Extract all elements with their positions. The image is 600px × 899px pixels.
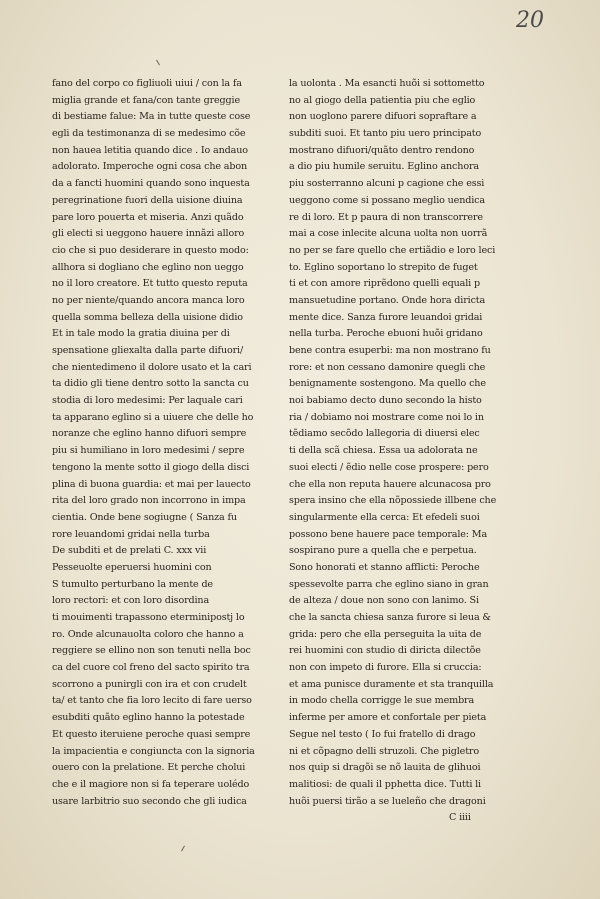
text-line: rei huomini con studio di diricta dilectõe — [289, 645, 481, 657]
text-line: che la sancta chiesa sanza furore si leua & — [289, 612, 491, 623]
text-line: rore: et non cessano damonire quegli che — [289, 361, 486, 373]
text-line: nella turba. Peroche ebuoni huõi gridano — [289, 328, 483, 340]
text-line: no per se fare quello che ertiãdio e loro leci — [289, 244, 496, 256]
text-line: mente dice. Sanza furore leuandoi gridai — [289, 311, 483, 323]
text-line: che e il magiore non si fa teperare uolédo — [52, 778, 250, 790]
text-line: noranze che eglino hanno difuori sempre — [52, 428, 247, 440]
text-line: pare loro pouerta et miseria. Anzi quãdo — [52, 211, 244, 223]
text-line: piu sosterranno alcuni p cagione che essi — [289, 178, 485, 190]
text-line: ti della scã chiesa. Essa ua adolorata ne — [289, 445, 478, 457]
text-line: de alteza / doue non sono con lanimo. Si — [289, 595, 479, 607]
margin-mark — [156, 60, 160, 66]
text-line: possono bene hauere pace temporale: Ma — [289, 528, 488, 540]
text-line: ca del cuore col freno del sacto spirito tra — [52, 662, 250, 674]
text-line: Sono honorati et stanno afflicti: Peroche — [289, 561, 480, 573]
text-line: usare larbitrio suo secondo che gli iudica — [52, 795, 247, 807]
text-line: di bestiame falue: Ma in tutte queste cose — [52, 111, 251, 123]
text-line: grida: pero che ella perseguita la uita de — [289, 628, 482, 640]
text-line: plina di buona guardia: et mai per lauecto — [52, 478, 251, 490]
right-text-column — [289, 76, 539, 827]
text-line: Et in tale modo la gratia diuina per di — [52, 328, 230, 340]
text-line: nos quip si dragõi se nõ lauita de glihuoi — [289, 762, 481, 774]
text-line: no per niente/quando ancora manca loro — [52, 294, 245, 306]
text-line: singularmente ella cerca: Et efedeli suoi — [289, 511, 480, 523]
text-line: Segue nel testo ( Io fui fratello di drago — [289, 728, 476, 740]
text-line: scorrono a punirgli con ira et con crudelt — [52, 678, 247, 690]
text-line: spessevolte parra che eglino siano in gran — [289, 578, 489, 590]
text-line: ouero con la prelatione. Et perche cholui — [52, 762, 246, 774]
text-line: tẽdiamo secõdo lallegoria di diuersi elec — [289, 428, 480, 440]
margin-mark — [181, 846, 185, 852]
text-line: non uoglono parere difuori sopraftare a — [289, 111, 477, 123]
text-line: peregrinatione fuori della uisione diuina — [52, 194, 243, 206]
text-line: inferme per amore et confortale per pieta — [289, 712, 487, 724]
text-line: rita del loro grado non incorrono in impa — [52, 495, 246, 507]
text-line: re di loro. Et p paura di non transcorrere — [289, 211, 483, 223]
text-line: ta apparano eglino si a uiuere che delle ho — [52, 411, 254, 423]
text-line: cientia. Onde bene sogiugne ( Sanza fu — [52, 511, 237, 523]
text-line: la impacientia e congiuncta con la signoria — [52, 745, 255, 757]
text-line: Pesseuolte eperuersi huomini con — [52, 561, 212, 573]
text-line: piu si humiliano in loro medesimi / sepre — [52, 445, 245, 457]
text-line: loro rectori: et con loro disordina — [52, 595, 210, 607]
text-line: bene contra esuperbi: ma non mostrano fu — [289, 345, 491, 356]
text-line: adolorato. Imperoche ogni cosa che abon — [52, 161, 247, 173]
text-line: Et questo iteruiene peroche quasi sempre — [52, 728, 251, 740]
text-line: cio che si puo desiderare in questo modo: — [52, 244, 249, 256]
left-text-column — [52, 76, 302, 810]
text-line: ni et cõpagno delli struzoli. Che pigletro — [289, 745, 479, 757]
text-line: in modo chella corrigge le sue membra — [289, 695, 475, 707]
text-line: la uolonta . Ma esancti huõi si sottometto — [289, 78, 485, 89]
text-line: subditi suoi. Et tanto piu uero principato — [289, 128, 482, 140]
text-line: ro. Onde alcunauolta coloro che hanno a — [52, 628, 244, 640]
text-line: esubditi quãto eglino hanno la potestade — [52, 712, 245, 724]
text-line: noi babiamo decto duno secondo la histo — [289, 395, 482, 407]
text-line: ti et con amore riprẽdono quelli equali p — [289, 278, 480, 290]
text-line: fano del corpo co figliuoli uiui / con la fa — [52, 78, 242, 89]
text-line: mai a cose inlecite alcuna uolta non uorrã — [289, 228, 488, 240]
text-line: che nientedimeno il dolore usato et la cari — [52, 361, 252, 373]
text-line: benignamente sostengono. Ma quello che — [289, 378, 486, 390]
text-line: rore leuandomi gridai nella turba — [52, 528, 210, 540]
text-line: allhora si dogliano che eglino non ueggo — [52, 261, 244, 273]
text-line: to. Eglino soportano lo strepito de fuget — [289, 261, 478, 273]
text-line: suoi electi / ẽdio nelle cose prospere: pero — [289, 461, 489, 473]
text-line: S tumulto perturbano la mente de — [52, 578, 213, 590]
text-line: ta/ et tanto che fia loro lecito di fare uerso — [52, 695, 252, 707]
text-line: sospirano pure a quella che e perpetua. — [289, 545, 477, 557]
text-line: ta didio gli tiene dentro sotto la sancta cu — [52, 378, 249, 390]
text-line: huõi puersi tirão a se lueleño che dragoni — [289, 795, 486, 807]
text-line: non hauea letitia quando dice . Io andauo — [52, 144, 248, 156]
text-line: mostrano difuori/quãto dentro rendono — [289, 144, 475, 156]
text-line: ueggono come si possano meglio uendica — [289, 194, 485, 206]
text-line: reggiere se ellino non son tenuti nella boc — [52, 645, 251, 657]
text-line: che ella non reputa hauere alcunacosa pro — [289, 478, 491, 490]
text-line: quella somma belleza della uisione didio — [52, 311, 243, 323]
text-line: egli da testimonanza di se medesimo cõe — [52, 128, 246, 140]
text-line: ti mouimenti trapassono eterminipostj lo — [52, 612, 245, 623]
text-line: malitiosi: de quali il pphetta dice. Tutti li — [289, 778, 481, 790]
text-line: gli electi si ueggono hauere innãzi alloro — [52, 228, 245, 240]
folio-number: 20 — [516, 8, 544, 33]
text-line: C iiii — [449, 812, 471, 824]
text-line: spera insino che ella nõpossiede illbene che — [289, 495, 497, 507]
text-line: no il loro creatore. Et tutto questo reputa — [52, 278, 248, 290]
text-line: miglia grande et fana/con tante greggie — [52, 94, 240, 106]
text-line: spensatione gliexalta dalla parte difuori/ — [52, 345, 244, 356]
text-line: ria / dobiamo noi mostrare come noi lo in — [289, 411, 484, 423]
text-line: no al giogo della patientia piu che eglio — [289, 94, 476, 106]
text-line: non con impeto di furore. Ella si cruccia: — [289, 662, 482, 674]
text-line: De subditi et de prelati C. xxx vii — [52, 545, 207, 557]
text-line: da a fancti huomini quando sono inquesta — [52, 178, 250, 190]
text-line: tengono la mente sotto il giogo della disci — [52, 461, 250, 473]
text-line: et ama punisce duramente et sta tranquilla — [289, 678, 494, 690]
text-line: mansuetudine portano. Onde hora diricta — [289, 294, 486, 306]
text-line: stodia di loro medesimi: Per laquale cari — [52, 395, 243, 407]
text-line: a dio piu humile seruitu. Eglino anchora — [289, 161, 479, 173]
